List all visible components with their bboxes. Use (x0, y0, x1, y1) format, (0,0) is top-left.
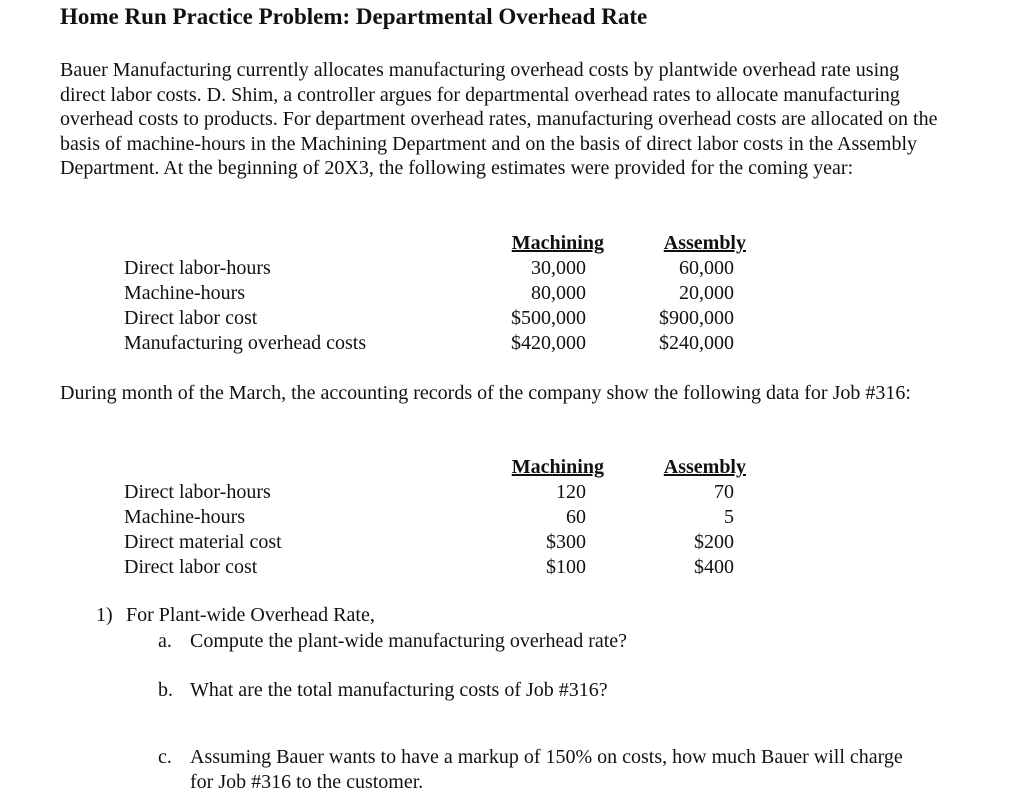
job-table (124, 455, 746, 580)
question-1b-letter: b. (158, 679, 173, 701)
row-label: Direct labor cost (124, 307, 258, 329)
table-row (124, 331, 746, 356)
machining-value: $300 (546, 531, 586, 553)
assembly-value: 5 (724, 506, 734, 528)
page-title: Home Run Practice Problem: Departmental Overhead Rate (60, 4, 648, 29)
header-blank (124, 231, 434, 256)
row-label: Direct material cost (124, 531, 282, 553)
table-row (124, 555, 746, 580)
machining-value: $420,000 (511, 332, 586, 354)
question-1c-letter: c. (158, 746, 172, 768)
question-1c (158, 745, 918, 794)
assembly-value: $200 (694, 531, 734, 553)
job-intro-paragraph: During month of the March, the accounting records of the company show the following data for Job #316: (60, 382, 911, 404)
table-row (124, 256, 746, 281)
header-machining: Machining (511, 456, 604, 478)
assembly-value: $900,000 (659, 307, 734, 329)
row-label: Manufacturing overhead costs (124, 332, 367, 354)
table-row (124, 480, 746, 505)
question-1-text: For Plant-wide Overhead Rate, (126, 604, 375, 626)
table-row (124, 505, 746, 530)
header-assembly: Assembly (663, 232, 746, 254)
table-header-row (124, 455, 746, 480)
question-1b-text: What are the total manufacturing costs of Job #316? (190, 679, 608, 701)
question-1-number: 1) (96, 604, 113, 626)
question-1c-text: Assuming Bauer wants to have a markup of 150% on costs, how much Bauer will charge for Job #316 to the customer. (190, 746, 903, 793)
assembly-value: 70 (714, 481, 734, 503)
machining-value: 80,000 (531, 282, 586, 304)
assembly-value: $400 (694, 556, 734, 578)
machining-value: 60 (566, 506, 586, 528)
row-label: Direct labor-hours (124, 481, 271, 503)
assembly-value: 20,000 (679, 282, 734, 304)
table-row (124, 530, 746, 555)
header-machining: Machining (511, 232, 604, 254)
header-blank (124, 455, 434, 480)
row-label: Machine-hours (124, 282, 246, 304)
intro-paragraph: Bauer Manufacturing currently allocates manufacturing overhead costs by plantwide overhead rate using direct labor costs. D. Shim, a controller argues for departmental overhead rates to allocate manufacturing overhead costs to products. For department overhead rates, manufacturing overhead costs are allocated on the basis of machine-hours in the Machining Department and on the basis of direct labor costs in the Assembly Department. At the beginning of 20X3, the following estimates were provided for the coming year: (60, 59, 938, 180)
machining-value: 30,000 (531, 257, 586, 279)
assembly-value: 60,000 (679, 257, 734, 279)
question-1a-text: Compute the plant-wide manufacturing overhead rate? (190, 630, 628, 652)
machining-value: $500,000 (511, 307, 586, 329)
estimates-table (124, 231, 746, 356)
question-1b (158, 678, 918, 703)
row-label: Direct labor cost (124, 556, 258, 578)
assembly-value: $240,000 (659, 332, 734, 354)
table-row (124, 306, 746, 331)
table-header-row (124, 231, 746, 256)
machining-value: $100 (546, 556, 586, 578)
row-label: Direct labor-hours (124, 257, 271, 279)
question-1a-letter: a. (158, 630, 172, 652)
machining-value: 120 (556, 481, 586, 503)
question-1 (96, 604, 375, 627)
header-assembly: Assembly (663, 456, 746, 478)
question-1a (158, 629, 918, 654)
row-label: Machine-hours (124, 506, 246, 528)
table-row (124, 281, 746, 306)
